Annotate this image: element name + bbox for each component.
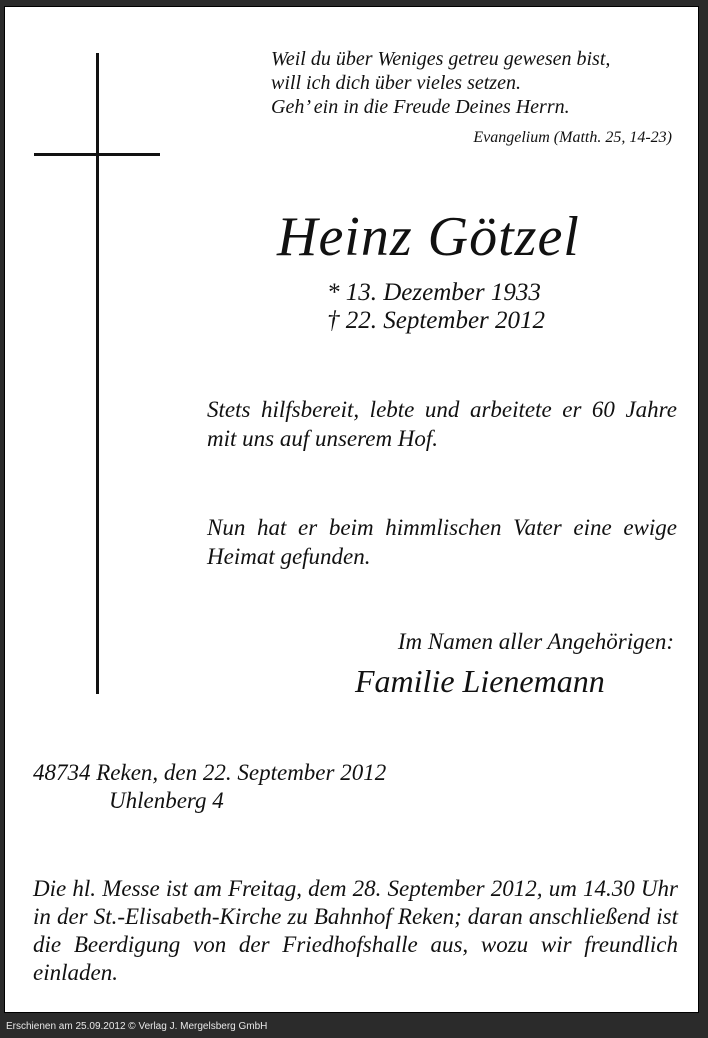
street-address: Uhlenberg 4 [109,788,224,813]
verse-line: will ich dich über vieles setzen. [271,72,521,94]
place-date: 48734 Reken, den 22. September 2012 [33,760,387,785]
tribute-paragraph-1: Stets hilfsbereit, lebte und arbeitete er 60 Jahre mit uns auf unserem Hof. [207,397,677,451]
cross-icon [96,53,99,694]
verse-line: Weil du über Weniges getreu gewesen bist, [271,48,611,70]
death-date: † 22. September 2012 [327,307,546,334]
publication-footer: Erschienen am 25.09.2012 © Verlag J. Mergelsberg GmbH [6,1021,268,1032]
bible-verse [271,47,683,119]
life-dates [327,279,545,335]
cross-icon-bar [34,153,160,156]
verse-line: Geh’ ein in die Freude Deines Herrn. [271,96,570,118]
obituary-notice [4,6,699,1013]
signature-family: Familie Lienemann [355,663,605,699]
birth-date: * 13. Dezember 1933 [327,279,541,306]
verse-source: Evangelium (Matth. 25, 14-23) [473,129,672,146]
deceased-name: Heinz Götzel [277,206,580,268]
tribute-paragraph-2: Nun hat er beim himmlischen Vater eine ewige Heimat gefunden. [207,515,677,569]
service-info: Die hl. Messe ist am Freitag, dem 28. September 2012, um 14.30 Uhr in der St.-Elisabeth-Kirche zu Bahnhof Reken; daran anschließend ist die Beerdigung von der Friedhofshalle aus, wozu wir freundlich einladen. [33,876,678,985]
address-block [33,759,386,815]
signature-intro: Im Namen aller Angehörigen: [397,629,674,654]
